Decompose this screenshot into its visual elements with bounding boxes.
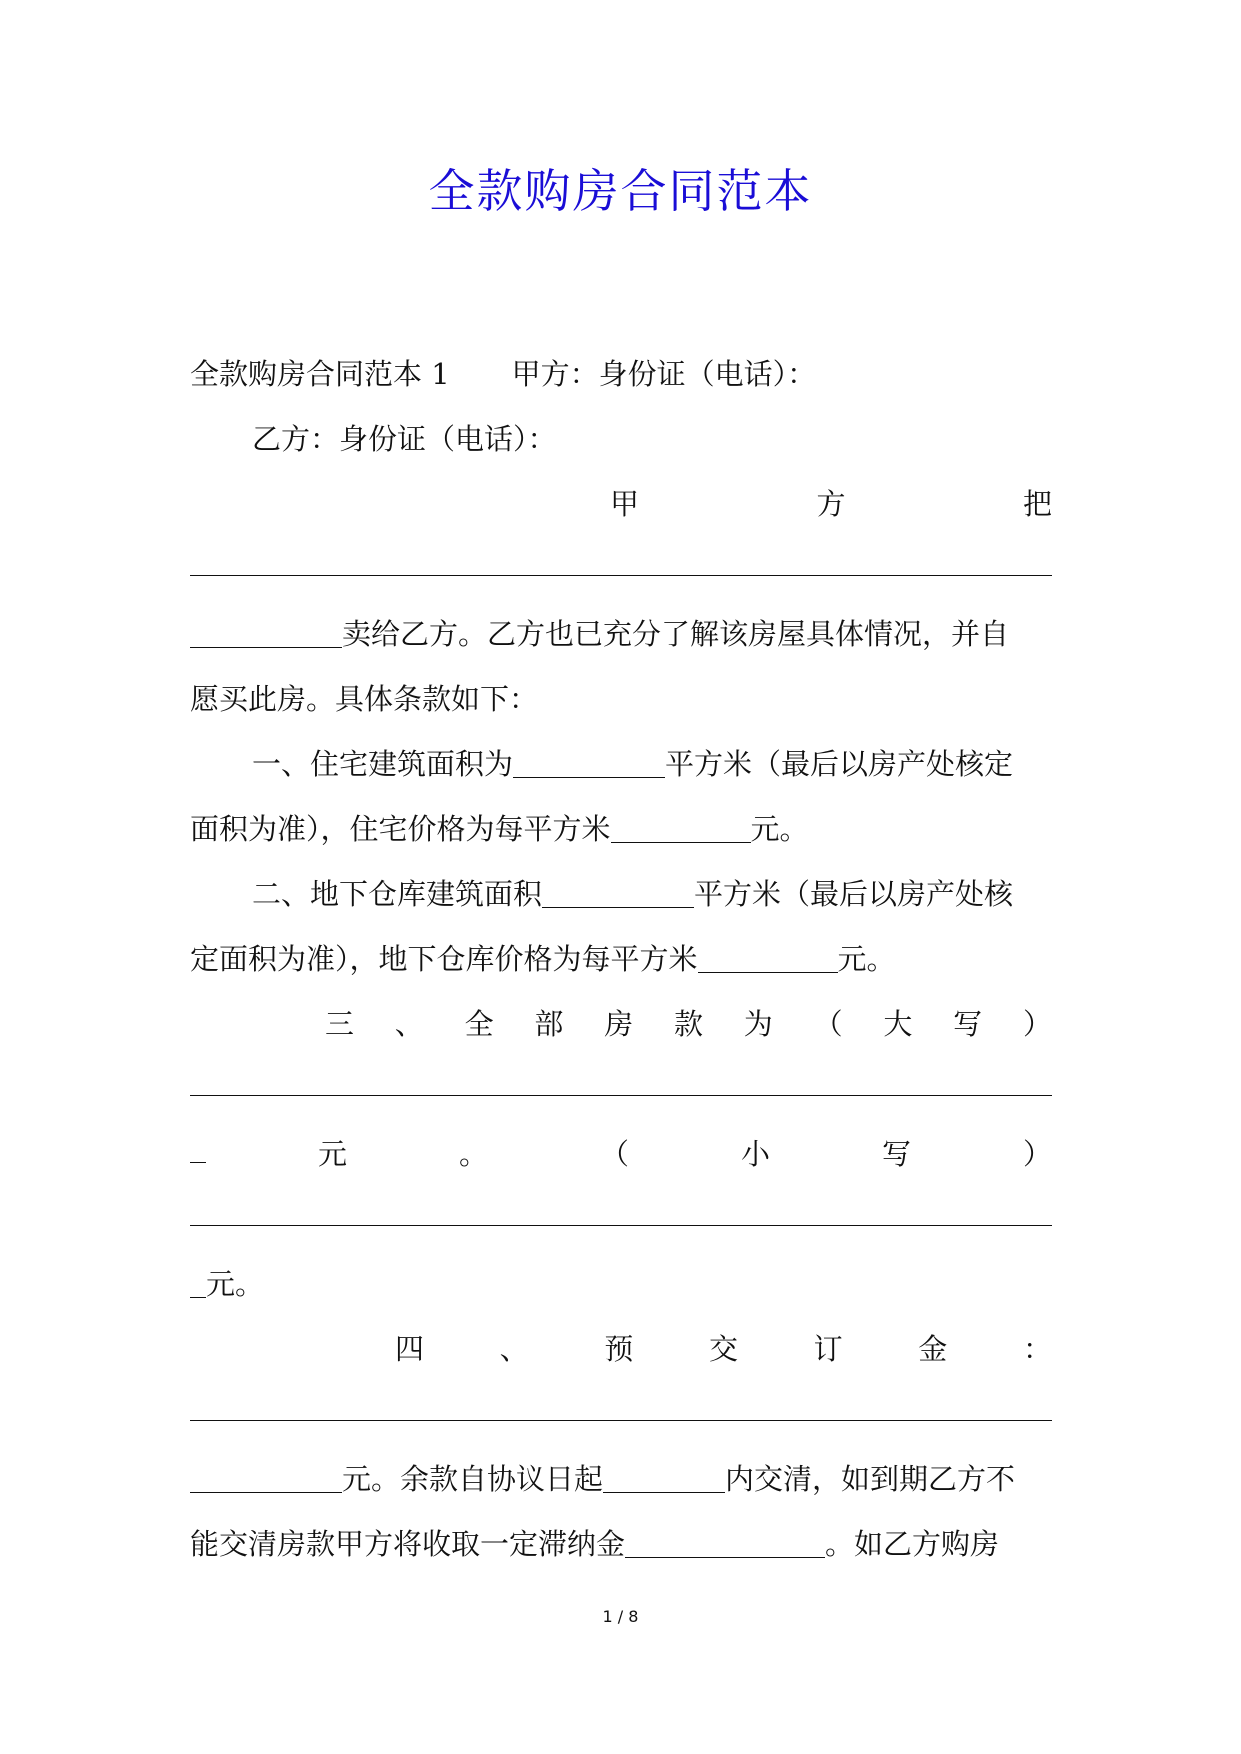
blank-field (190, 1462, 342, 1493)
spread-char: 大 (883, 1007, 913, 1041)
spread-char: 交 (708, 1332, 738, 1366)
spread-char: 全 (464, 1007, 494, 1041)
spread-char: 方 (816, 487, 846, 521)
party-b-info (190, 417, 1114, 461)
spread-char: 元 (317, 1137, 347, 1171)
blank-field (542, 877, 694, 908)
clause-3 (325, 1002, 1052, 1046)
clause-4 (395, 1327, 1052, 1371)
blank-field (190, 617, 342, 648)
text-span: 元。 (206, 1267, 265, 1301)
paragraph-line (190, 1262, 1052, 1306)
page-number: 1 / 8 (602, 1607, 639, 1626)
text-span: 平方米（最后以房产处核 (694, 877, 1014, 911)
party-b-label: 乙方：身份证（电话）： (252, 422, 557, 456)
spread-char: ） (1022, 1007, 1052, 1041)
spread-char: 订 (813, 1332, 843, 1366)
blank-field (625, 1527, 825, 1558)
blank-rule (190, 575, 1052, 576)
spread-char: 、 (394, 1007, 424, 1041)
paragraph-line (190, 1457, 1052, 1501)
spread-char: 预 (604, 1332, 634, 1366)
blank-field (190, 1132, 206, 1163)
spread-char: （ (599, 1137, 629, 1171)
spread-char: 甲 (610, 487, 640, 521)
paragraph-line (190, 612, 1052, 656)
text-span: 卖给乙方。乙方也已充分了解该房屋具体情况，并自 (342, 617, 1010, 651)
contract-heading: 全款购房合同范本 1 (190, 357, 450, 391)
text-span: 。如乙方购房 (825, 1527, 1000, 1561)
spread-char: ： (1022, 1332, 1052, 1366)
blank-field (513, 747, 665, 778)
blank-field (611, 812, 751, 843)
clause-2 (190, 872, 1114, 916)
spread-char: 写 (953, 1007, 983, 1041)
text-span: 平方米（最后以房产处核定 (665, 747, 1014, 781)
spread-char: 部 (534, 1007, 564, 1041)
text-span: 元。 (837, 942, 896, 976)
text-span: 元。余款自协议日起 (342, 1462, 604, 1496)
text-span: 愿买此房。具体条款如下： (190, 682, 539, 716)
spread-chars (610, 482, 1052, 526)
blank-field (603, 1462, 725, 1493)
paragraph-line (190, 677, 1052, 721)
clause-1 (190, 742, 1114, 786)
spread-char: 房 (604, 1007, 634, 1041)
blank-rule (190, 1225, 1052, 1226)
spread-char: 写 (881, 1137, 911, 1171)
spread-char: 、 (499, 1332, 529, 1366)
text-span: 二、地下仓库建筑面积 (252, 877, 543, 911)
party-a-info: 甲方：身份证（电话）： (511, 357, 817, 391)
text-span: 能交清房款甲方将收取一定滞纳金 (190, 1527, 626, 1561)
paragraph-line (190, 352, 1052, 396)
spread-chars (325, 1002, 1052, 1046)
text-span: 面积为准），住宅价格为每平方米 (190, 812, 611, 846)
text-span: 一、住宅建筑面积为 (252, 747, 514, 781)
spread-line (190, 1132, 1052, 1176)
spread-char: 金 (918, 1332, 948, 1366)
spread-char: （ (813, 1007, 843, 1041)
text-span: 元。 (750, 812, 809, 846)
blank-field (190, 1267, 206, 1298)
document-title: 全款购房合同范本 (428, 164, 813, 218)
spread-char: ） (1022, 1137, 1052, 1171)
spread-char: 三 (325, 1007, 355, 1041)
paragraph-line (190, 937, 1052, 981)
spread-char: 为 (743, 1007, 773, 1041)
spread-char: 把 (1022, 487, 1052, 521)
spread-char: 四 (395, 1332, 425, 1366)
blank-rule (190, 1420, 1052, 1421)
spread-char: 款 (673, 1007, 703, 1041)
text-span: 定面积为准），地下仓库价格为每平方米 (190, 942, 698, 976)
spread-chars (190, 1132, 1052, 1176)
paragraph-line (190, 807, 1052, 851)
blank-rule (190, 1095, 1052, 1096)
spread-char: 小 (740, 1137, 770, 1171)
text-span: 内交清，如到期乙方不 (725, 1462, 1016, 1496)
spread-char: 。 (458, 1137, 488, 1171)
spread-chars (395, 1327, 1052, 1371)
paragraph-line (190, 1522, 1052, 1566)
blank-field (698, 942, 838, 973)
spread-line (610, 482, 1052, 526)
